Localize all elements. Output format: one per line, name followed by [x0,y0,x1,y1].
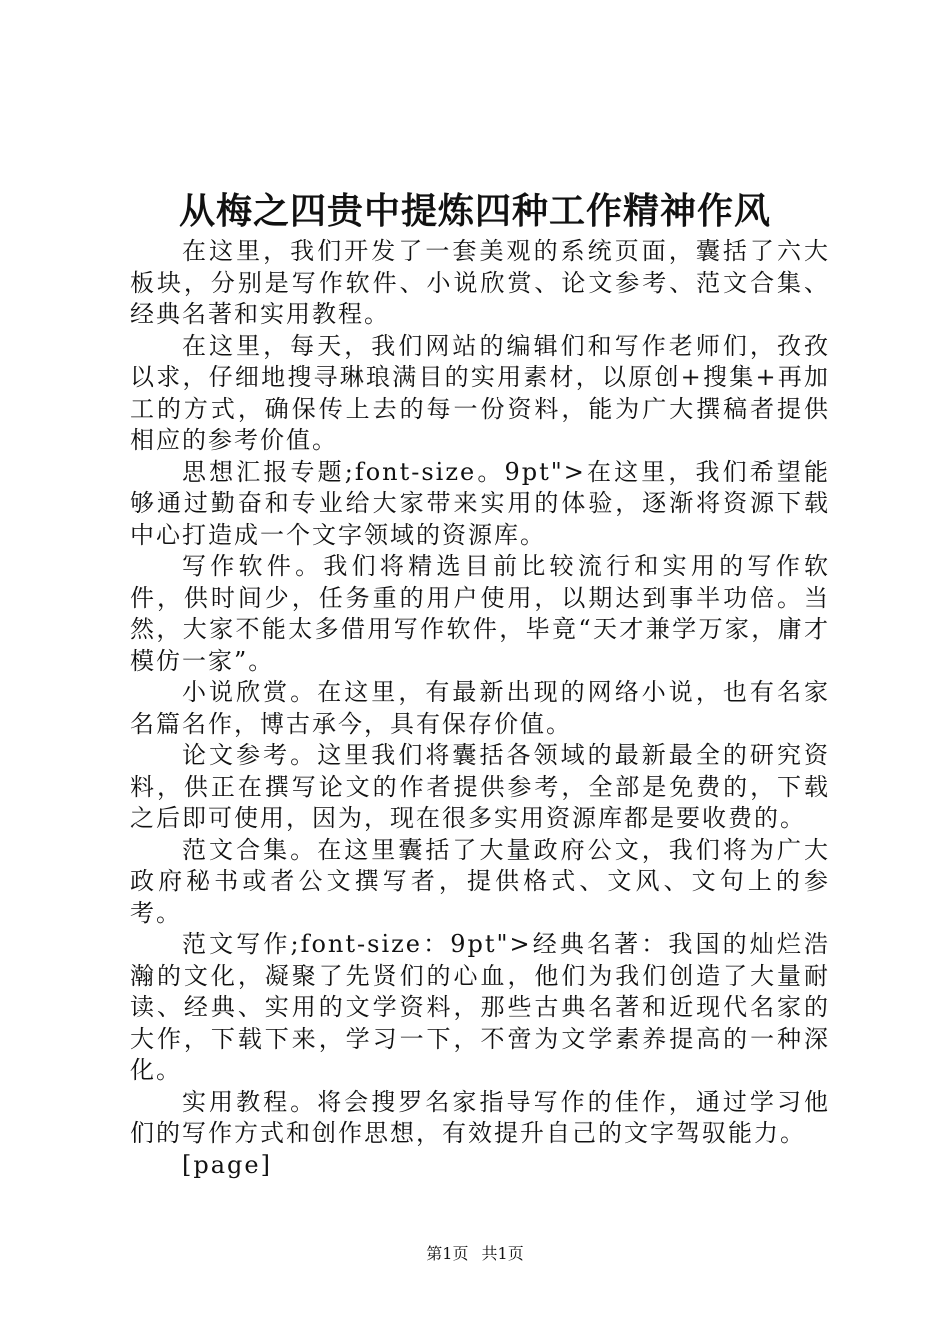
document-body [130,236,830,1181]
paragraph: 范文写作;font-size：9pt">经典名著：我国的灿烂浩瀚的文化，凝聚了先贤们的心血，他们为我们创造了大量耐读、经典、实用的文学资料，那些古典名著和近现代名家的大作，下载下来，学习一下，不啻为文学素养提高的一种深化。 [130,930,830,1084]
paragraph: 小说欣赏。在这里，有最新出现的网络小说，也有名家名篇名作，博古承今，具有保存价值。 [130,678,830,738]
paragraph: 在这里，每天，我们网站的编辑们和写作老师们，孜孜以求，仔细地搜寻琳琅满目的实用素材，以原创+搜集+再加工的方式，确保传上去的每一份资料，能为广大撰稿者提供相应的参考价值。 [130,331,830,454]
paragraph: 思想汇报专题;font-size。9pt">在这里，我们希望能够通过勤奋和专业给大家带来实用的体验，逐渐将资源下载中心打造成一个文字领域的资源库。 [130,457,830,549]
page-footer [0,1242,950,1266]
page-total: 共1页 [481,1244,524,1263]
paragraph: 写作软件。我们将精选目前比较流行和实用的写作软件，供时间少，任务重的用户使用，以期达到事半功倍。当然，大家不能太多借用写作软件，毕竟“天才兼学万家，庸才模仿一家”。 [130,552,830,675]
page-marker: [page] [182,1150,272,1179]
paragraph: 论文参考。这里我们将囊括各领域的最新最全的研究资料，供正在撰写论文的作者提供参考，全部是免费的，下载之后即可使用，因为，现在很多实用资源库都是要收费的。 [130,741,830,832]
paragraph: 范文合集。在这里囊括了大量政府公文，我们将为广大政府秘书或者公文撰写者，提供格式、文风、文句上的参考。 [130,835,830,927]
paragraph: 实用教程。将会搜罗名家指导写作的佳作，通过学习他们的写作方式和创作思想，有效提升自己的文字驾驭能力。 [130,1087,830,1147]
paragraph: 在这里，我们开发了一套美观的系统页面，囊括了六大板块，分别是写作软件、小说欣赏、论文参考、范文合集、经典名著和实用教程。 [130,237,830,328]
page-number: 第1页 [426,1244,469,1263]
document-title: 从梅之四贵中提炼四种工作精神作风 [178,190,771,232]
